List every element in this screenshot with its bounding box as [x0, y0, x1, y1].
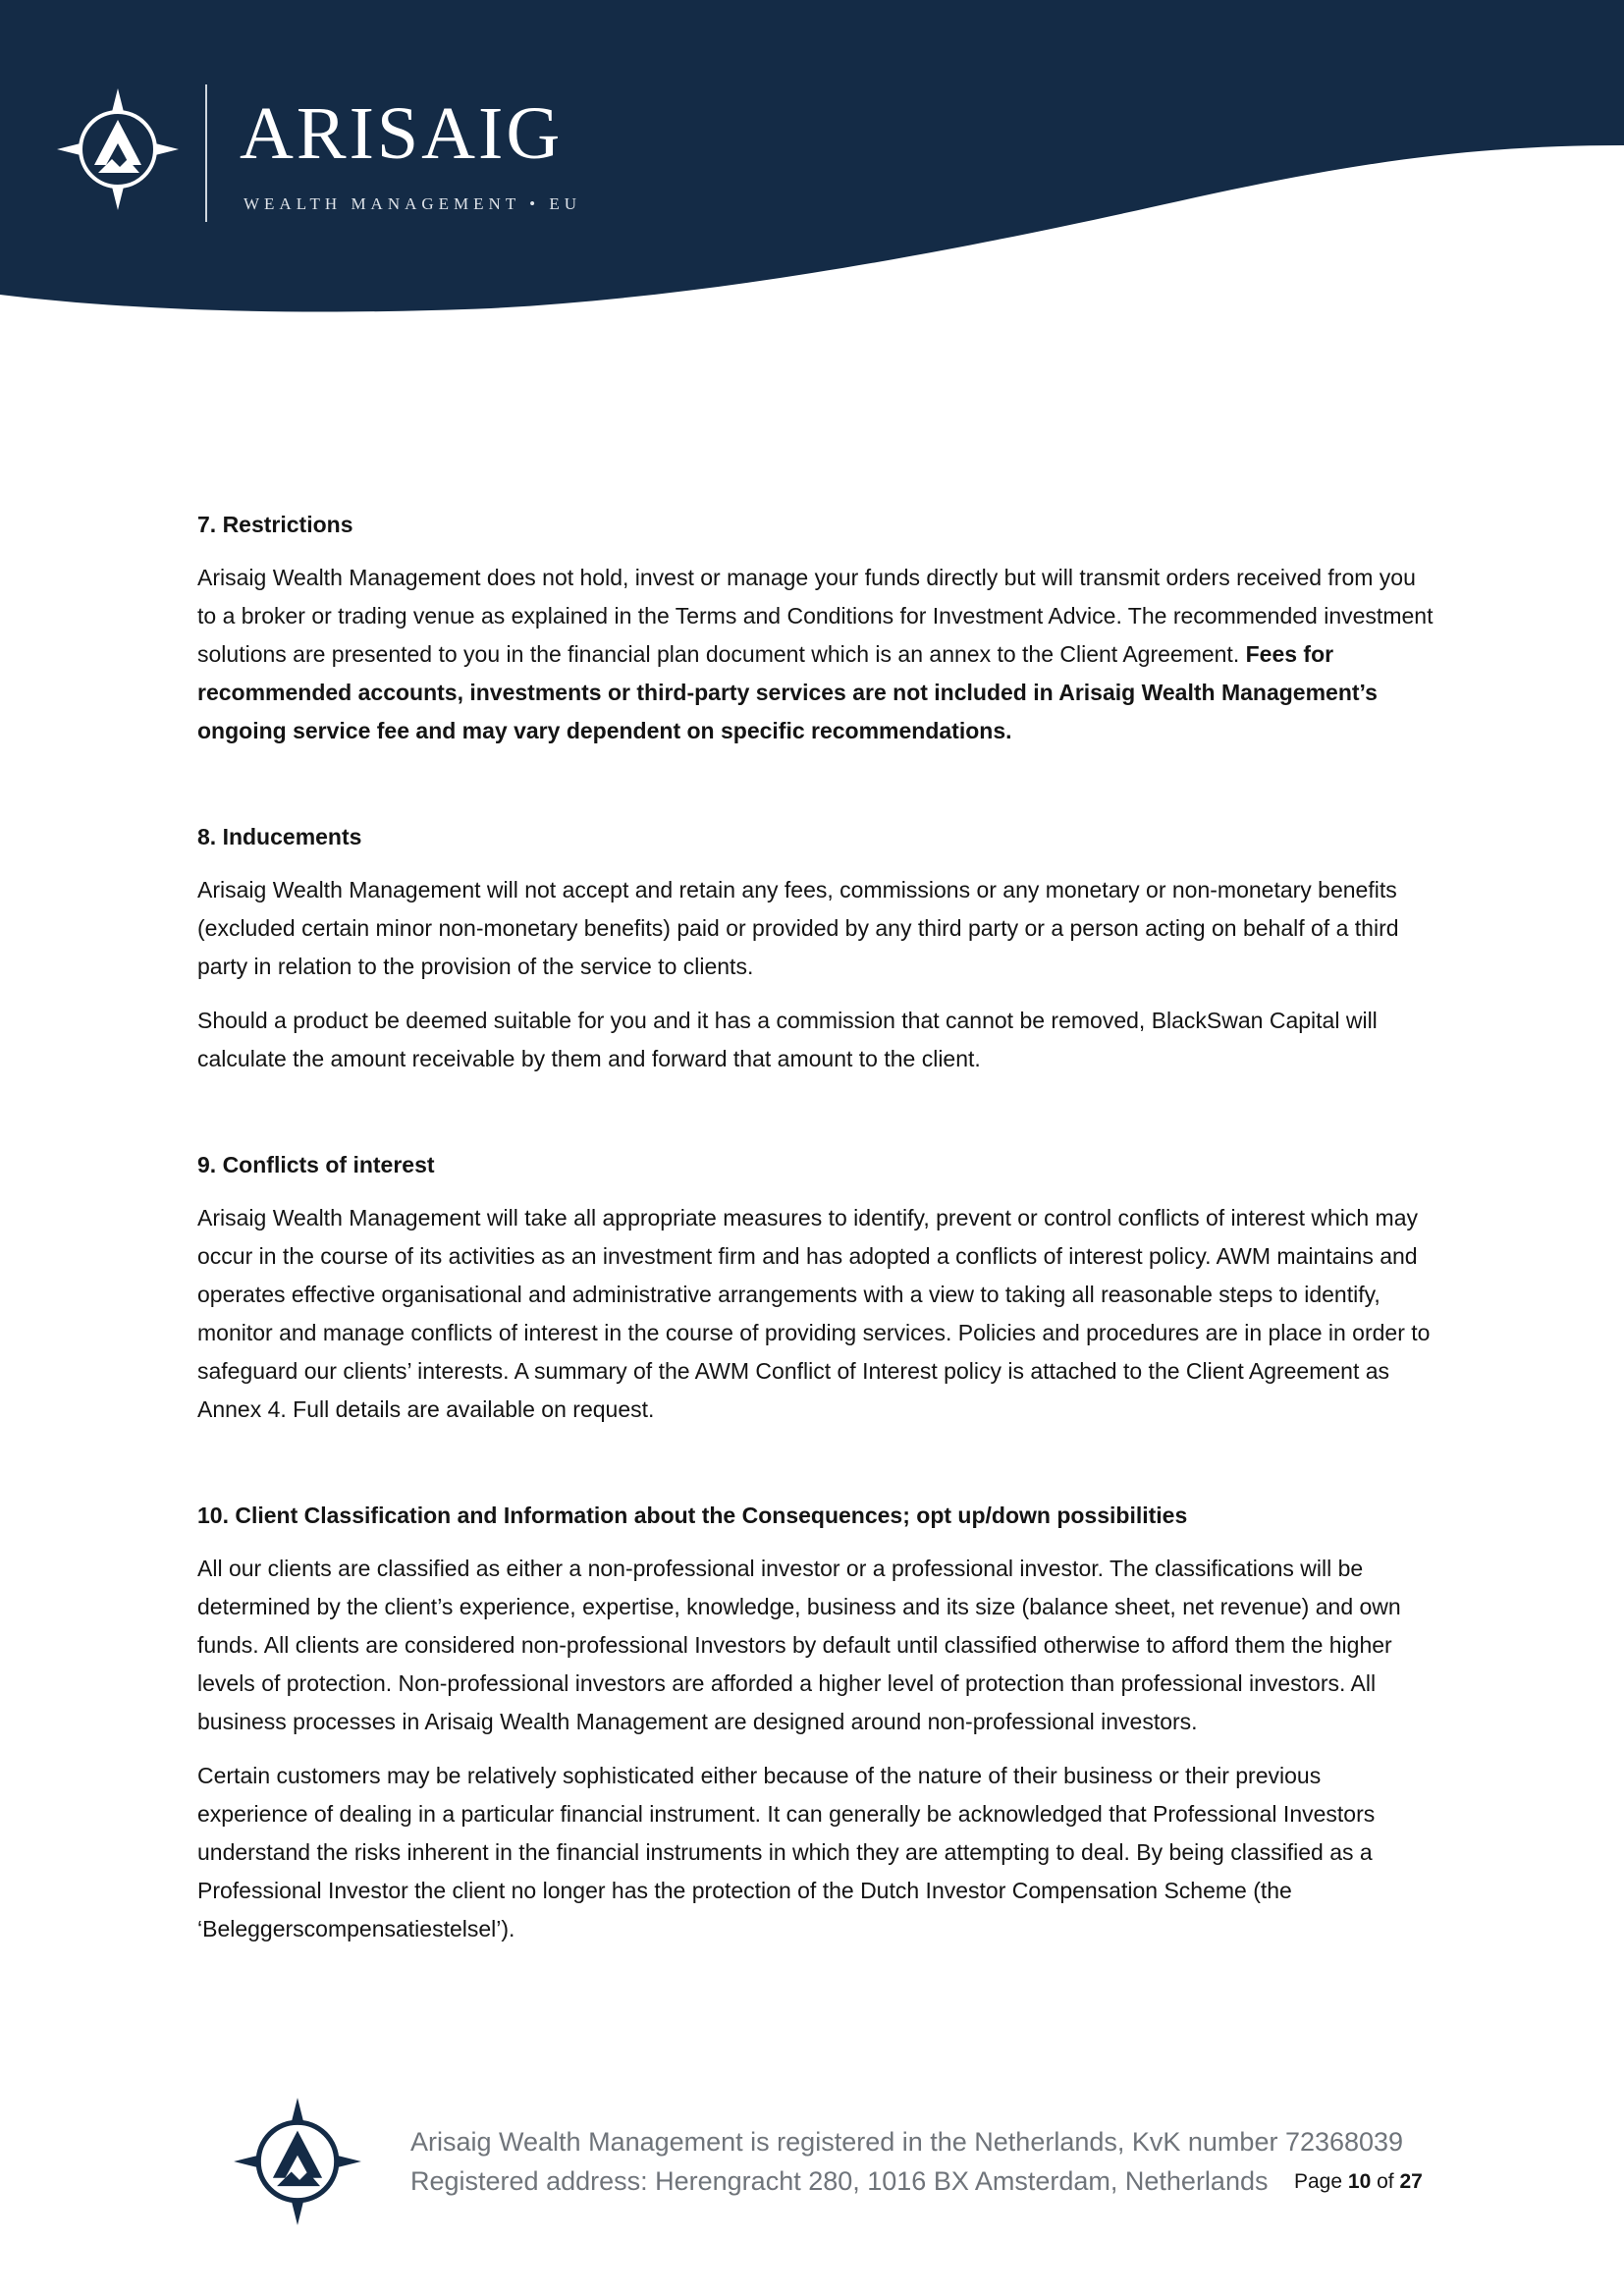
section-title: 7. Restrictions [197, 512, 353, 537]
logo-divider [205, 84, 207, 222]
compass-mountain-icon [55, 86, 181, 212]
page-number [1294, 2170, 1423, 2194]
section-title: 10. Client Classification and Information about the Consequences; opt up/down possibilities [197, 1503, 1188, 1528]
section-title: 8. Inducements [197, 824, 362, 849]
page-header [0, 0, 1624, 324]
paragraph: All our clients are classified as either a non-professional investor or a professional investor. The classifications will be determined by the client’s experience, expertise, knowledge, business and its size (balance sheet, net revenue) and own funds. All clients are considered non-professional Investors by default until classified otherwise to afford them the higher levels of protection. Non-professional investors are afforded a higher level of protection than professional investors. All business processes in Arisaig Wealth Management are designed around non-professional investors. [197, 1556, 1401, 1734]
paragraph: Certain customers may be relatively sophisticated either because of the nature of their business or their previous experience of dealing in a particular financial instrument. It can generally be acknowledged that Professional Investors understand the risks inherent in the financial instruments in which they are attempting to deal. By being classified as a Professional Investor the client no longer has the protection of the Dutch Investor Compensation Scheme (the ‘Beleggerscompensatiestelsel’). [197, 1763, 1376, 1941]
paragraph-text: Arisaig Wealth Management does not hold, invest or manage your funds directly but will transmit orders received from you to a broker or trading venue as explained in the Terms and Conditions for Investment Advice. The recommended investment solutions are presented to you in the financial plan document which is an annex to the Client Agreement. [197, 565, 1434, 667]
brand-subtitle: WEALTH MANAGEMENT • EU [244, 194, 582, 213]
paragraph-bold-text: Fees for recommended accounts, investments or third-party services are not included in Arisaig Wealth Management’s ongoing service fee and may vary dependent on specific recommendations. [197, 641, 1378, 743]
footer-line-address: Registered address: Herengracht 280, 1016 BX Amsterdam, Netherlands [410, 2166, 1269, 2196]
document-body [197, 506, 1436, 1964]
paragraph [197, 559, 1436, 750]
page-of: of [1371, 2170, 1400, 2193]
section-restrictions [197, 506, 1436, 750]
footer-line-registration: Arisaig Wealth Management is registered in the Netherlands, KvK number 72368039 [410, 2127, 1404, 2157]
section-inducements [197, 818, 1436, 1078]
section-conflicts-of-interest [197, 1146, 1436, 1429]
paragraph: Should a product be deemed suitable for you and it has a commission that cannot be removed, BlackSwan Capital will calculate the amount receivable by them and forward that amount to the client. [197, 1008, 1378, 1071]
paragraph: Arisaig Wealth Management will not accept and retain any fees, commissions or any monetary or non-monetary benefits (excluded certain minor non-monetary benefits) paid or provided by any third party or a person acting on behalf of a third party in relation to the provision of the service to clients. [197, 877, 1399, 979]
section-client-classification [197, 1497, 1436, 1948]
brand-name: ARISAIG [240, 92, 564, 175]
footer-registration [410, 2122, 1403, 2201]
section-title: 9. Conflicts of interest [197, 1152, 435, 1177]
page-current: 10 [1347, 2170, 1372, 2193]
page-total: 27 [1399, 2170, 1423, 2193]
page-prefix: Page [1294, 2170, 1348, 2193]
compass-mountain-icon [232, 2096, 363, 2227]
paragraph: Arisaig Wealth Management will take all appropriate measures to identify, prevent or control conflicts of interest which may occur in the course of its activities as an investment firm and has adopted a conflicts of interest policy. AWM maintains and operates effective organisational and administrative arrangements with a view to taking all reasonable steps to identify, monitor and manage conflicts of interest in the course of providing services. Policies and procedures are in place in order to safeguard our clients’ interests. A summary of the AWM Conflict of Interest policy is attached to the Client Agreement as Annex 4. Full details are available on request. [197, 1205, 1431, 1422]
